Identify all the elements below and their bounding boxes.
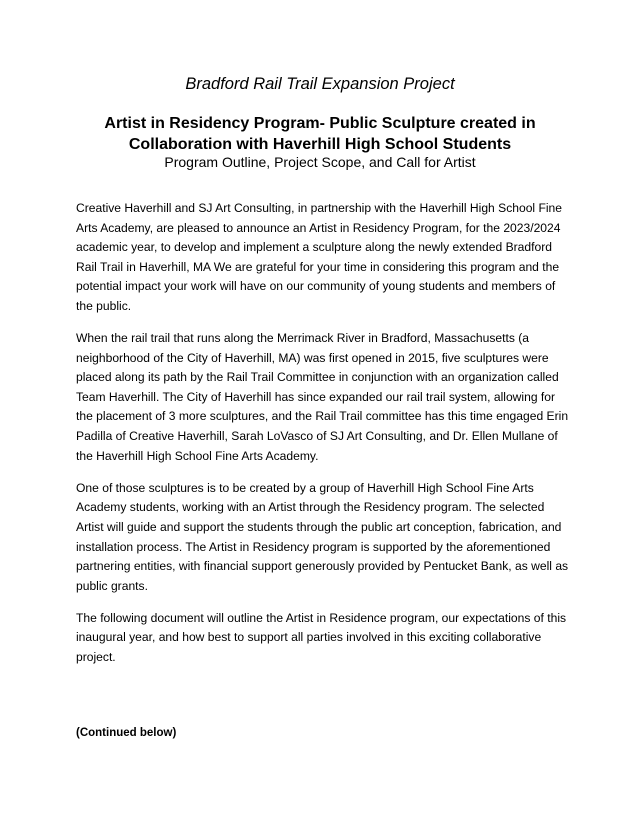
- program-subheading: Program Outline, Project Scope, and Call for Artist: [164, 154, 476, 170]
- program-heading-line-1: Artist in Residency Program- Public Sculpture created in: [104, 115, 536, 132]
- project-title: Bradford Rail Trail Expansion Project: [185, 75, 455, 93]
- paragraph-sculpture: One of those sculptures is to be created by a group of Haverhill High School Fine Arts Academy students, working with an Artist through the Residency program. The selected Artist will guide and support the students through the public art conception, fabrication, and installation process. The Artist in Residency program is supported by the aforementioned partnering entities, with financial support generously provided by Pentucket Bank, as well as public grants.: [76, 480, 569, 593]
- paragraph-history: When the rail trail that runs along the Merrimack River in Bradford, Massachusetts (a neighborhood of the City of Haverhill, MA) was first opened in 2015, five sculptures were placed along its path by the Rail Trail Committee in conjunction with an organization called Team Haverhill. The City of Haverhill has since expanded our rail trail system, allowing for the placement of 3 more sculptures, and the Rail Trail committee has this time engaged Erin Padilla of Creative Haverhill, Sarah LoVasco of SJ Art Consulting, and Dr. Ellen Mullane of the Haverhill High School Fine Arts Academy.: [76, 331, 569, 463]
- paragraph-intro: Creative Haverhill and SJ Art Consulting, in partnership with the Haverhill High School Fine Arts Academy, are pleased to announce an Artist in Residency Program, for the 2023/2024 academic year, to develop and implement a sculpture along the newly extended Bradford Rail Trail in Haverhill, MA We are grateful for your time in considering this program and the potential impact your work will have on our community of young students and members of the public.: [76, 201, 562, 313]
- program-heading: [0, 113, 640, 155]
- paragraph-outline: The following document will outline the Artist in Residence program, our expectations of this inaugural year, and how best to support all parties involved in this exciting collaborative project.: [76, 610, 567, 664]
- program-heading-line-2: Collaboration with Haverhill High School Students: [128, 136, 512, 153]
- body-text: [76, 199, 570, 680]
- continued-note: (Continued below): [76, 727, 177, 739]
